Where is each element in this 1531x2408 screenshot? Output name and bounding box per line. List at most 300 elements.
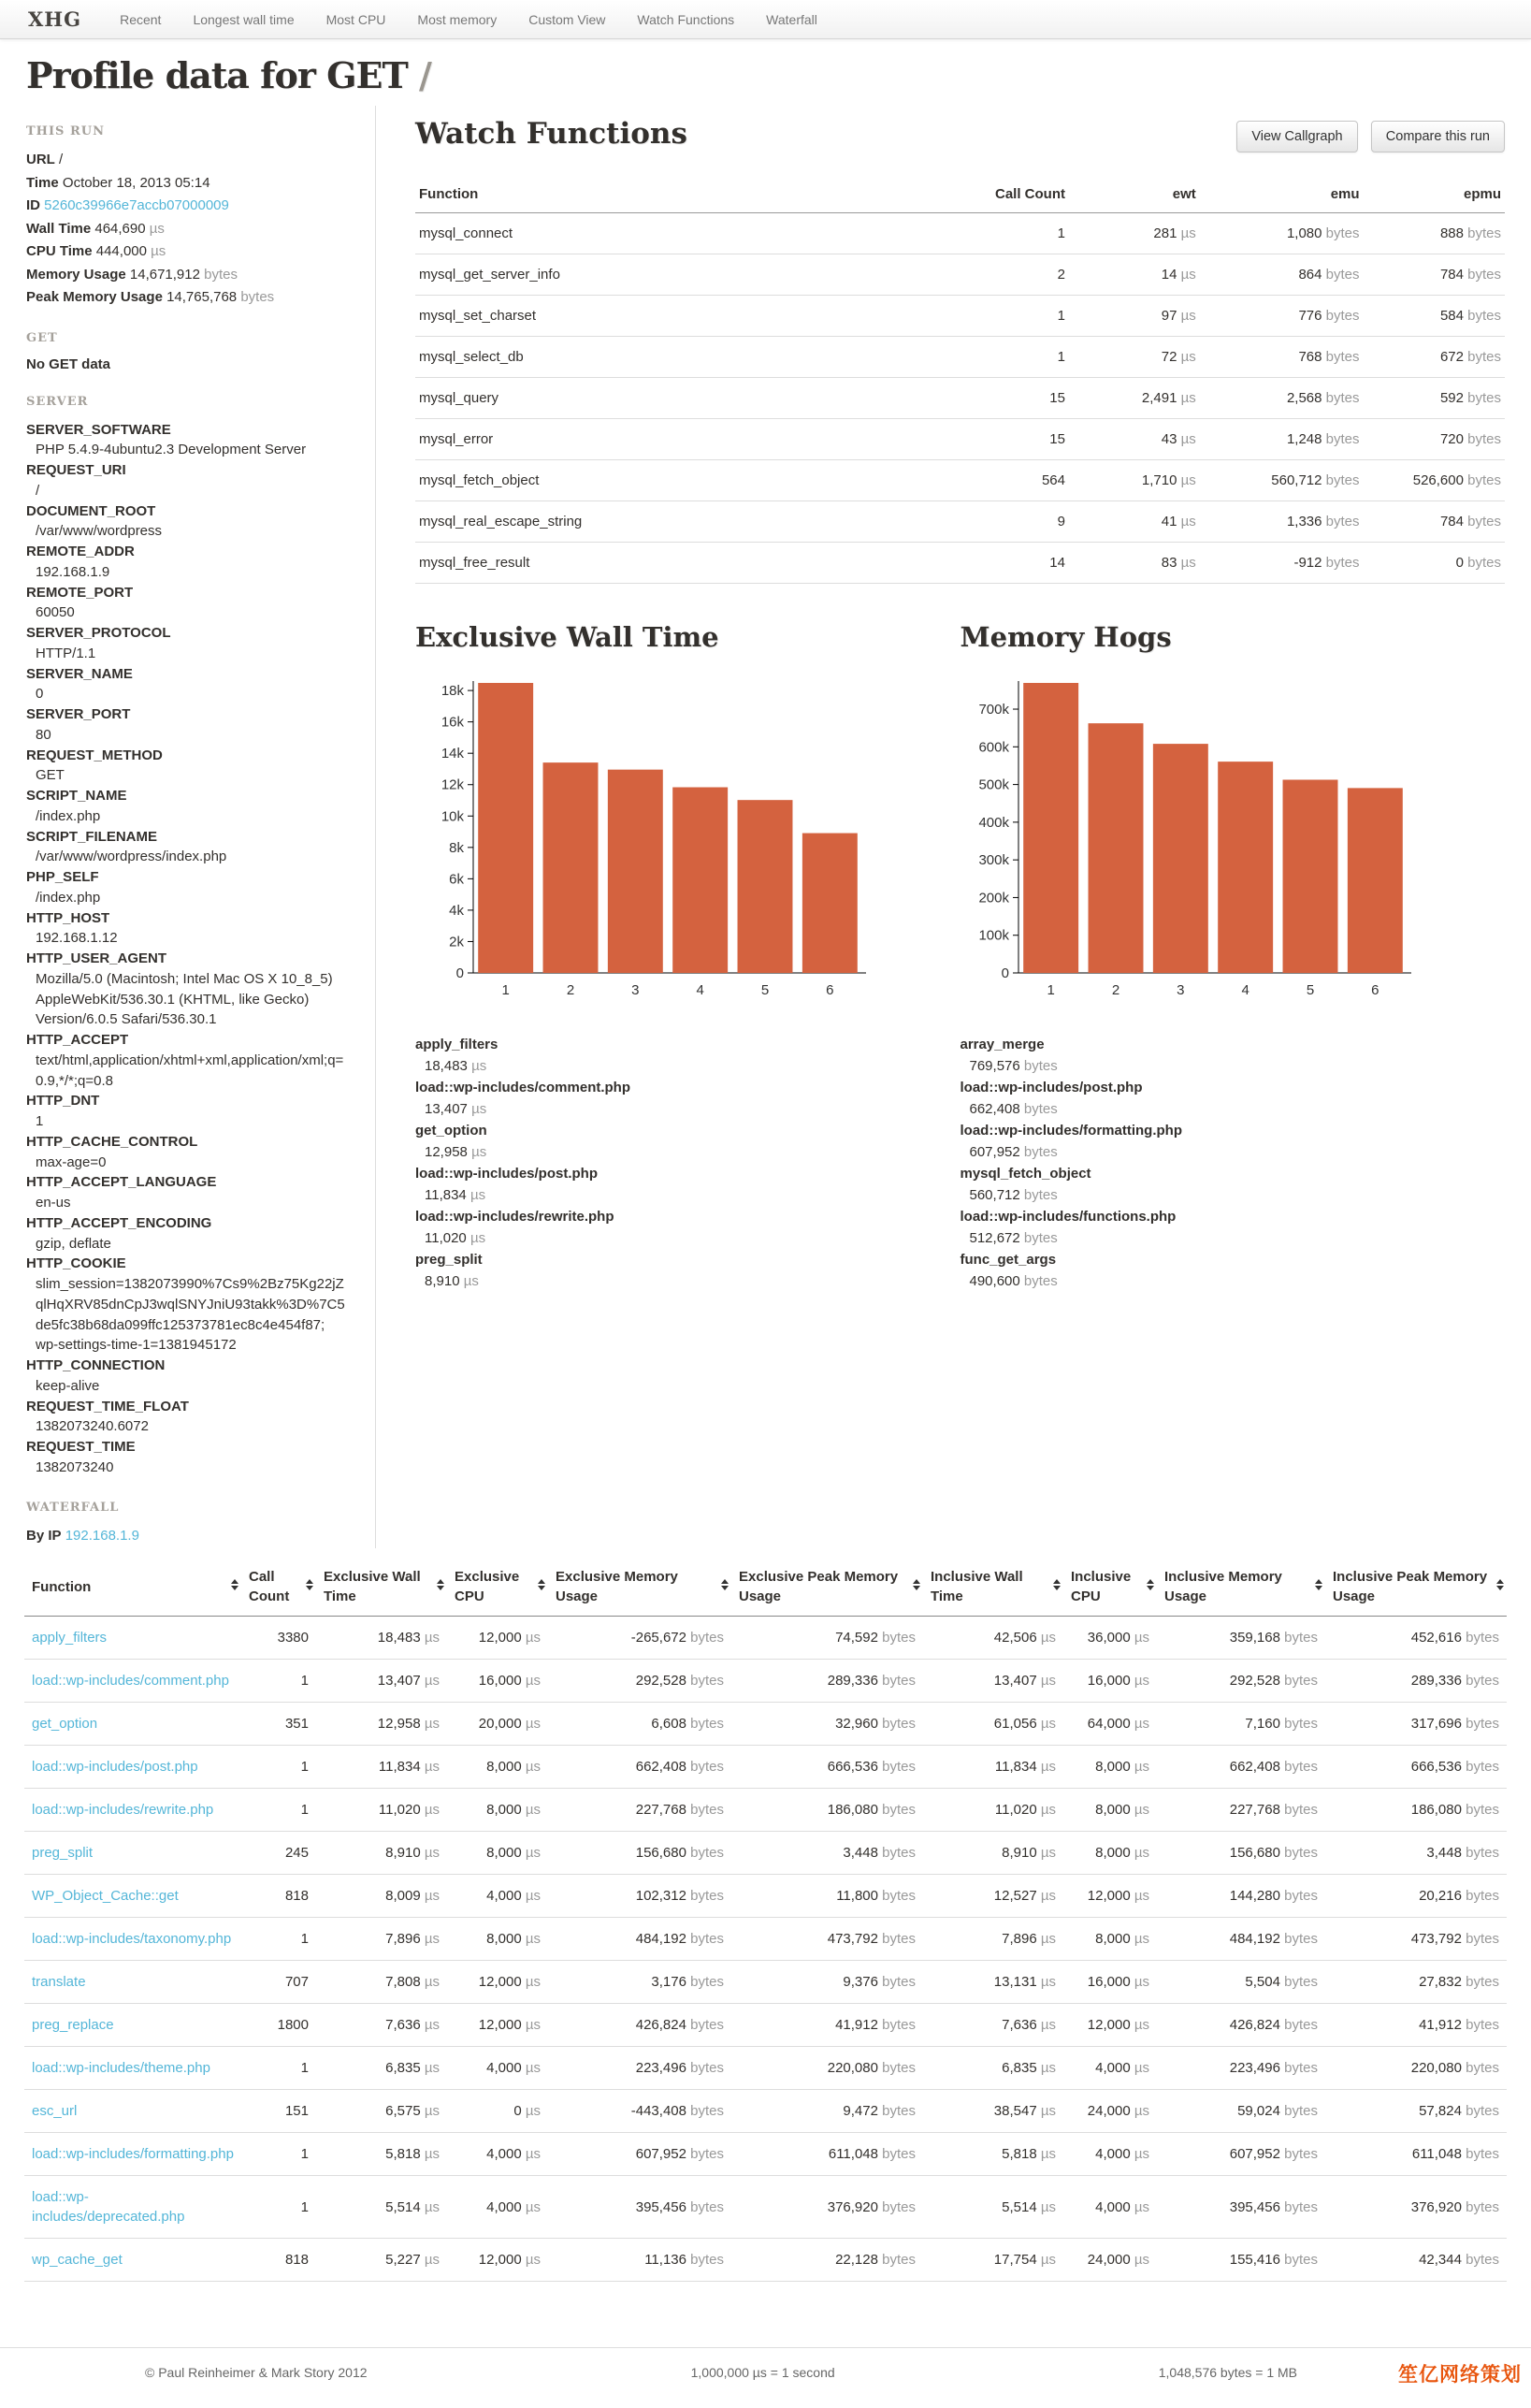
- value-cell: 155,416 bytes: [1157, 2239, 1325, 2282]
- function-link[interactable]: translate: [32, 1974, 86, 1990]
- watch-function-name: mysql_error: [415, 419, 928, 460]
- function-cell: [24, 1703, 241, 1746]
- app-logo[interactable]: XHG: [28, 7, 82, 31]
- navbar: [0, 0, 1531, 39]
- value-cell: 61,056 µs: [923, 1703, 1063, 1746]
- value-cell: 27,832 bytes: [1325, 1961, 1507, 2004]
- legend-function-value: 662,408 bytes: [969, 1100, 1058, 1117]
- server-var-key: HTTP_ACCEPT_ENCODING: [26, 1214, 212, 1231]
- value-cell: 484,192 bytes: [1157, 1918, 1325, 1961]
- value-cell: 1: [241, 1660, 316, 1703]
- value-cell: 11,020 µs: [316, 1789, 447, 1832]
- value-cell: 8,009 µs: [316, 1875, 447, 1918]
- watch-value: 15: [928, 419, 1069, 460]
- value-cell: 8,000 µs: [1063, 1746, 1157, 1789]
- value-cell: 17,754 µs: [923, 2239, 1063, 2282]
- value-cell: 5,818 µs: [923, 2133, 1063, 2176]
- watch-value: 888 bytes: [1364, 213, 1505, 254]
- watch-value: 2,568 bytes: [1200, 378, 1364, 419]
- function-cell: [24, 1746, 241, 1789]
- value-cell: 144,280 bytes: [1157, 1875, 1325, 1918]
- value-cell: 662,408 bytes: [1157, 1746, 1325, 1789]
- svg-text:2: 2: [1111, 982, 1119, 998]
- watch-value: 0 bytes: [1364, 543, 1505, 584]
- server-var-value: GET: [36, 767, 65, 784]
- value-cell: 12,958 µs: [316, 1703, 447, 1746]
- watch-row: [415, 543, 1505, 584]
- bar: [608, 770, 663, 973]
- sort-icon[interactable]: [437, 1579, 444, 1590]
- server-var-value: Mozilla/5.0 (Macintosh; Intel Mac OS X 10_8_5) AppleWebKit/536.30.1 (KHTML, like Gecko) Version/6.0.5 Safari/536.30.1: [36, 970, 333, 1028]
- legend-function-value: 18,483 µs: [425, 1057, 487, 1074]
- watch-value: 1,248 bytes: [1200, 419, 1364, 460]
- server-var-key: HTTP_CONNECTION: [26, 1357, 166, 1373]
- watch-row: [415, 296, 1505, 337]
- function-link[interactable]: load::wp-includes/rewrite.php: [32, 1802, 214, 1818]
- legend-function-value: 490,600 bytes: [969, 1272, 1058, 1289]
- value-cell: 151: [241, 2090, 316, 2133]
- page-title-main: Profile data for GET: [26, 54, 408, 96]
- value-cell: 12,000 µs: [1063, 2004, 1157, 2047]
- legend-function-name: apply_filters: [415, 1037, 498, 1052]
- by-ip-link[interactable]: 192.168.1.9: [65, 1527, 139, 1544]
- value-cell: 359,168 bytes: [1157, 1617, 1325, 1660]
- function-link[interactable]: get_option: [32, 1716, 98, 1732]
- watch-col-function: Function: [415, 177, 928, 213]
- bar-chart: [960, 675, 1421, 1005]
- watch-function-name: mysql_set_charset: [415, 296, 928, 337]
- server-var-key: REMOTE_ADDR: [26, 544, 135, 559]
- value-cell: 8,000 µs: [1063, 1789, 1157, 1832]
- value-cell: 13,407 µs: [316, 1660, 447, 1703]
- charts-row: [415, 621, 1505, 1293]
- sort-icon[interactable]: [721, 1579, 729, 1590]
- run-stat: ID 5260c39966e7accb07000009: [26, 197, 229, 213]
- function-link[interactable]: esc_url: [32, 2103, 78, 2119]
- by-ip-label: By IP: [26, 1527, 62, 1544]
- legend-function-name: func_get_args: [960, 1252, 1057, 1268]
- function-link[interactable]: wp_cache_get: [32, 2252, 123, 2268]
- sort-icon[interactable]: [1147, 1579, 1154, 1590]
- value-cell: 16,000 µs: [1063, 1660, 1157, 1703]
- value-cell: 1: [241, 1746, 316, 1789]
- watch-value: 14: [928, 543, 1069, 584]
- server-var-value: 1382073240.6072: [36, 1418, 149, 1435]
- functions-table-body: [24, 1617, 1507, 2282]
- value-cell: 8,000 µs: [1063, 1832, 1157, 1875]
- server-var-key: REQUEST_TIME_FLOAT: [26, 1398, 189, 1414]
- function-cell: [24, 1832, 241, 1875]
- this-run-list: [26, 150, 351, 309]
- watch-table-header: [415, 177, 1505, 213]
- value-cell: 7,636 µs: [923, 2004, 1063, 2047]
- watch-value: 83 µs: [1069, 543, 1200, 584]
- watch-value: 9: [928, 501, 1069, 543]
- run-id-link[interactable]: 5260c39966e7accb07000009: [44, 197, 229, 213]
- sort-icon[interactable]: [1315, 1579, 1322, 1590]
- run-stat: Wall Time 464,690 µs: [26, 220, 165, 237]
- function-link[interactable]: preg_split: [32, 1845, 94, 1861]
- legend-function-name: get_option: [415, 1123, 487, 1139]
- function-cell: [24, 1875, 241, 1918]
- server-var-value: 80: [36, 726, 51, 743]
- run-stat: CPU Time 444,000 µs: [26, 243, 166, 259]
- server-var-value: en-us: [36, 1195, 71, 1211]
- function-cell: [24, 2047, 241, 2090]
- chart-legend: [415, 1035, 960, 1292]
- table-row: [24, 1918, 1507, 1961]
- server-var-key: PHP_SELF: [26, 869, 99, 885]
- function-link[interactable]: load::wp-includes/formatting.php: [32, 2146, 234, 2162]
- watch-value: 526,600 bytes: [1364, 460, 1505, 501]
- sidebar: [26, 106, 376, 1548]
- bar: [738, 800, 793, 973]
- watch-value: 2,491 µs: [1069, 378, 1200, 419]
- svg-text:1: 1: [1046, 982, 1055, 998]
- svg-text:5: 5: [760, 982, 770, 998]
- server-var-value: keep-alive: [36, 1377, 100, 1394]
- sort-icon[interactable]: [1496, 1579, 1504, 1590]
- nav-item-most-memory[interactable]: Most memory: [417, 11, 498, 27]
- view-callgraph-button[interactable]: View Callgraph: [1236, 121, 1357, 152]
- value-cell: 5,504 bytes: [1157, 1961, 1325, 2004]
- bytes-conversion-note: 1,048,576 bytes = 1 MB: [1158, 2365, 1297, 2380]
- value-cell: 42,506 µs: [923, 1617, 1063, 1660]
- legend-function-name: mysql_fetch_object: [960, 1166, 1091, 1182]
- value-cell: 22,128 bytes: [731, 2239, 923, 2282]
- value-cell: 8,910 µs: [923, 1832, 1063, 1875]
- value-cell: 5,818 µs: [316, 2133, 447, 2176]
- table-row: [24, 2090, 1507, 2133]
- value-cell: 156,680 bytes: [1157, 1832, 1325, 1875]
- watch-value: 1,080 bytes: [1200, 213, 1364, 254]
- value-cell: 74,592 bytes: [731, 1617, 923, 1660]
- server-var-key: REQUEST_URI: [26, 462, 126, 478]
- chart-title: Exclusive Wall Time: [415, 621, 719, 653]
- function-link[interactable]: load::wp-includes/deprecated.php: [32, 2189, 185, 2225]
- value-cell: 12,000 µs: [447, 1961, 548, 2004]
- compare-run-button[interactable]: Compare this run: [1371, 121, 1505, 152]
- svg-text:4: 4: [696, 982, 704, 998]
- server-var-key: DOCUMENT_ROOT: [26, 502, 156, 519]
- svg-text:500k: 500k: [977, 776, 1009, 793]
- legend-function-value: 769,576 bytes: [969, 1057, 1058, 1074]
- run-stat: Time October 18, 2013 05:14: [26, 174, 210, 191]
- svg-text:6k: 6k: [449, 871, 464, 888]
- value-cell: 41,912 bytes: [1325, 2004, 1507, 2047]
- value-cell: 186,080 bytes: [1325, 1789, 1507, 1832]
- watch-value: 720 bytes: [1364, 419, 1505, 460]
- legend-function-name: load::wp-includes/formatting.php: [960, 1123, 1182, 1139]
- svg-text:16k: 16k: [441, 714, 464, 731]
- server-list: [26, 420, 351, 1478]
- function-cell: [24, 2090, 241, 2133]
- legend-function-value: 12,958 µs: [425, 1143, 487, 1160]
- watch-value: 1: [928, 213, 1069, 254]
- value-cell: 223,496 bytes: [548, 2047, 731, 2090]
- time-conversion-note: 1,000,000 µs = 1 second: [690, 2365, 835, 2380]
- value-cell: 227,768 bytes: [1157, 1789, 1325, 1832]
- legend-function-name: array_merge: [960, 1037, 1045, 1052]
- legend-function-name: load::wp-includes/functions.php: [960, 1209, 1177, 1225]
- value-cell: 1: [241, 1789, 316, 1832]
- col-function: Function: [24, 1558, 241, 1617]
- server-var-key: REQUEST_METHOD: [26, 747, 163, 763]
- value-cell: 3,448 bytes: [731, 1832, 923, 1875]
- value-cell: 473,792 bytes: [1325, 1918, 1507, 1961]
- watch-value: 1: [928, 296, 1069, 337]
- sort-icon[interactable]: [538, 1579, 545, 1590]
- function-cell: [24, 1660, 241, 1703]
- value-cell: 8,910 µs: [316, 1832, 447, 1875]
- value-cell: 607,952 bytes: [1157, 2133, 1325, 2176]
- col-inclusive-wall-time: Inclusive Wall Time: [923, 1558, 1063, 1617]
- function-link[interactable]: load::wp-includes/comment.php: [32, 1673, 229, 1689]
- value-cell: 24,000 µs: [1063, 2090, 1157, 2133]
- server-var-value: 60050: [36, 604, 75, 621]
- watch-function-name: mysql_connect: [415, 213, 928, 254]
- svg-text:100k: 100k: [977, 927, 1009, 944]
- watch-value: 584 bytes: [1364, 296, 1505, 337]
- watch-function-name: mysql_get_server_info: [415, 254, 928, 296]
- svg-text:18k: 18k: [441, 683, 464, 700]
- server-var-value: HTTP/1.1: [36, 645, 96, 661]
- watch-table-body: [415, 213, 1505, 584]
- watch-value: 41 µs: [1069, 501, 1200, 543]
- table-row: [24, 1703, 1507, 1746]
- svg-text:3: 3: [631, 982, 640, 998]
- value-cell: -265,672 bytes: [548, 1617, 731, 1660]
- function-cell: [24, 1961, 241, 2004]
- server-var-value: max-age=0: [36, 1153, 107, 1170]
- server-var-value: gzip, deflate: [36, 1235, 111, 1252]
- nav-item-recent[interactable]: Recent: [120, 11, 162, 27]
- value-cell: 20,000 µs: [447, 1703, 548, 1746]
- sort-icon[interactable]: [306, 1579, 313, 1590]
- value-cell: 42,344 bytes: [1325, 2239, 1507, 2282]
- legend-function-value: 11,020 µs: [425, 1229, 486, 1246]
- server-var-key: HTTP_COOKIE: [26, 1255, 126, 1272]
- function-cell: [24, 2239, 241, 2282]
- run-actions: [1227, 117, 1505, 152]
- watch-row: [415, 213, 1505, 254]
- value-cell: 4,000 µs: [447, 2133, 548, 2176]
- value-cell: 16,000 µs: [447, 1660, 548, 1703]
- legend-function-name: load::wp-includes/post.php: [415, 1166, 598, 1182]
- value-cell: 223,496 bytes: [1157, 2047, 1325, 2090]
- value-cell: 5,227 µs: [316, 2239, 447, 2282]
- legend-function-value: 11,834 µs: [425, 1186, 486, 1203]
- value-cell: 5,514 µs: [923, 2176, 1063, 2239]
- page-title: [26, 54, 1531, 96]
- nav-item-most-cpu[interactable]: Most CPU: [325, 11, 386, 27]
- function-cell: [24, 1918, 241, 1961]
- value-cell: 7,636 µs: [316, 2004, 447, 2047]
- value-cell: 292,528 bytes: [548, 1660, 731, 1703]
- watch-value: 560,712 bytes: [1200, 460, 1364, 501]
- value-cell: 12,000 µs: [1063, 1875, 1157, 1918]
- watch-table: [415, 177, 1505, 584]
- value-cell: 59,024 bytes: [1157, 2090, 1325, 2133]
- legend-function-name: preg_split: [415, 1252, 483, 1268]
- bar: [478, 683, 533, 973]
- server-var-key: REMOTE_PORT: [26, 584, 134, 601]
- nav-items: [104, 12, 833, 27]
- table-row: [24, 2239, 1507, 2282]
- value-cell: 3,448 bytes: [1325, 1832, 1507, 1875]
- this-run-heading: THIS RUN: [26, 124, 105, 138]
- value-cell: 6,575 µs: [316, 2090, 447, 2133]
- function-cell: [24, 2176, 241, 2239]
- value-cell: 8,000 µs: [447, 1746, 548, 1789]
- svg-text:5: 5: [1306, 982, 1314, 998]
- watch-value: 281 µs: [1069, 213, 1200, 254]
- function-cell: [24, 1789, 241, 1832]
- value-cell: 6,608 bytes: [548, 1703, 731, 1746]
- value-cell: 426,824 bytes: [548, 2004, 731, 2047]
- value-cell: 36,000 µs: [1063, 1617, 1157, 1660]
- svg-text:1: 1: [501, 982, 510, 998]
- watermark: 笙亿网络策划: [1398, 2364, 1522, 2386]
- value-cell: 7,896 µs: [923, 1918, 1063, 1961]
- value-cell: 1: [241, 1918, 316, 1961]
- value-cell: 3,176 bytes: [548, 1961, 731, 2004]
- bar: [1152, 744, 1207, 973]
- watch-value: 43 µs: [1069, 419, 1200, 460]
- server-var-key: HTTP_USER_AGENT: [26, 950, 167, 966]
- value-cell: 38,547 µs: [923, 2090, 1063, 2133]
- svg-text:2: 2: [566, 982, 575, 998]
- server-heading: SERVER: [26, 394, 89, 409]
- value-cell: -443,408 bytes: [548, 2090, 731, 2133]
- run-stat: Peak Memory Usage 14,765,768 bytes: [26, 289, 275, 305]
- watch-value: 592 bytes: [1364, 378, 1505, 419]
- chart-legend: [960, 1035, 1506, 1292]
- watch-row: [415, 460, 1505, 501]
- server-var-key: REQUEST_TIME: [26, 1439, 136, 1455]
- value-cell: 24,000 µs: [1063, 2239, 1157, 2282]
- value-cell: 3380: [241, 1617, 316, 1660]
- svg-text:3: 3: [1176, 982, 1185, 998]
- value-cell: 11,834 µs: [316, 1746, 447, 1789]
- watch-value: 864 bytes: [1200, 254, 1364, 296]
- value-cell: 473,792 bytes: [731, 1918, 923, 1961]
- value-cell: 57,824 bytes: [1325, 2090, 1507, 2133]
- server-var-value: /: [36, 482, 40, 499]
- nav-item-waterfall[interactable]: Waterfall: [766, 11, 817, 27]
- server-var-key: SCRIPT_NAME: [26, 788, 127, 804]
- watch-function-name: mysql_real_escape_string: [415, 501, 928, 543]
- server-var-value: slim_session=1382073990%7Cs9%2Bz75Kg22jZqlHqXRV85dnCpJ3wqlSNYJniU93takk%3D%7C5de5fc38b68da099ffc125373781ec8c4e454f87; wp-settings-time-1=1381945172: [36, 1276, 345, 1354]
- server-var-value: /index.php: [36, 807, 101, 824]
- value-cell: 666,536 bytes: [731, 1746, 923, 1789]
- sort-icon[interactable]: [1053, 1579, 1061, 1590]
- svg-text:300k: 300k: [977, 852, 1009, 869]
- watch-col-ewt: ewt: [1069, 177, 1200, 213]
- svg-text:4k: 4k: [449, 902, 464, 919]
- run-stat: URL /: [26, 152, 64, 167]
- main-layout: [0, 106, 1531, 1548]
- footer: [0, 2347, 1531, 2408]
- function-link[interactable]: load::wp-includes/taxonomy.php: [32, 1931, 232, 1947]
- server-var-value: /index.php: [36, 889, 101, 906]
- col-exclusive-memory-usage: Exclusive Memory Usage: [548, 1558, 731, 1617]
- waterfall-heading: WATERFALL: [26, 1500, 120, 1515]
- watch-value: 72 µs: [1069, 337, 1200, 378]
- nav-item-custom-view[interactable]: Custom View: [528, 11, 606, 27]
- watch-value: 15: [928, 378, 1069, 419]
- server-var-key: SERVER_SOFTWARE: [26, 421, 171, 438]
- legend-function-value: 512,672 bytes: [969, 1229, 1058, 1246]
- sort-icon[interactable]: [231, 1579, 238, 1590]
- nav-item-longest-wall-time[interactable]: Longest wall time: [193, 11, 295, 27]
- watch-value: 1,336 bytes: [1200, 501, 1364, 543]
- value-cell: 20,216 bytes: [1325, 1875, 1507, 1918]
- watch-value: 1: [928, 337, 1069, 378]
- sort-icon[interactable]: [913, 1579, 920, 1590]
- table-row: [24, 2004, 1507, 2047]
- table-row: [24, 1875, 1507, 1918]
- value-cell: 1: [241, 2047, 316, 2090]
- server-var-key: SCRIPT_FILENAME: [26, 828, 158, 845]
- value-cell: 707: [241, 1961, 316, 2004]
- col-exclusive-wall-time: Exclusive Wall Time: [316, 1558, 447, 1617]
- svg-text:200k: 200k: [977, 890, 1009, 907]
- server-var-key: HTTP_DNT: [26, 1093, 100, 1110]
- value-cell: 4,000 µs: [1063, 2133, 1157, 2176]
- col-inclusive-peak-memory-usage: Inclusive Peak Memory Usage: [1325, 1558, 1507, 1617]
- svg-text:8k: 8k: [449, 839, 464, 856]
- functions-table-header: [24, 1558, 1507, 1617]
- function-link[interactable]: preg_replace: [32, 2017, 114, 2033]
- function-link[interactable]: apply_filters: [32, 1630, 108, 1646]
- value-cell: 156,680 bytes: [548, 1832, 731, 1875]
- value-cell: 9,376 bytes: [731, 1961, 923, 2004]
- value-cell: 6,835 µs: [316, 2047, 447, 2090]
- nav-item-watch-functions[interactable]: Watch Functions: [637, 11, 735, 27]
- function-cell: [24, 2133, 241, 2176]
- svg-text:0: 0: [1001, 965, 1009, 981]
- value-cell: 452,616 bytes: [1325, 1617, 1507, 1660]
- watch-row: [415, 337, 1505, 378]
- function-link[interactable]: load::wp-includes/theme.php: [32, 2060, 210, 2076]
- value-cell: 8,000 µs: [1063, 1918, 1157, 1961]
- value-cell: 102,312 bytes: [548, 1875, 731, 1918]
- bar: [1023, 683, 1078, 973]
- value-cell: 0 µs: [447, 2090, 548, 2133]
- function-link[interactable]: WP_Object_Cache::get: [32, 1888, 179, 1904]
- value-cell: 11,834 µs: [923, 1746, 1063, 1789]
- function-link[interactable]: load::wp-includes/post.php: [32, 1759, 198, 1775]
- value-cell: 1: [241, 2133, 316, 2176]
- bar: [543, 762, 599, 973]
- watch-value: 1,710 µs: [1069, 460, 1200, 501]
- bar: [1282, 779, 1337, 973]
- bar: [672, 788, 728, 973]
- server-var-key: HTTP_CACHE_CONTROL: [26, 1133, 198, 1150]
- server-var-value: text/html,application/xhtml+xml,application/xml;q=0.9,*/*;q=0.8: [36, 1052, 344, 1089]
- server-var-value: 0: [36, 686, 44, 703]
- value-cell: 220,080 bytes: [731, 2047, 923, 2090]
- watch-value: -912 bytes: [1200, 543, 1364, 584]
- watch-function-name: mysql_free_result: [415, 543, 928, 584]
- chart-title: Memory Hogs: [960, 621, 1172, 653]
- value-cell: 662,408 bytes: [548, 1746, 731, 1789]
- table-row: [24, 1617, 1507, 1660]
- value-cell: 426,824 bytes: [1157, 2004, 1325, 2047]
- value-cell: 611,048 bytes: [1325, 2133, 1507, 2176]
- value-cell: 4,000 µs: [1063, 2176, 1157, 2239]
